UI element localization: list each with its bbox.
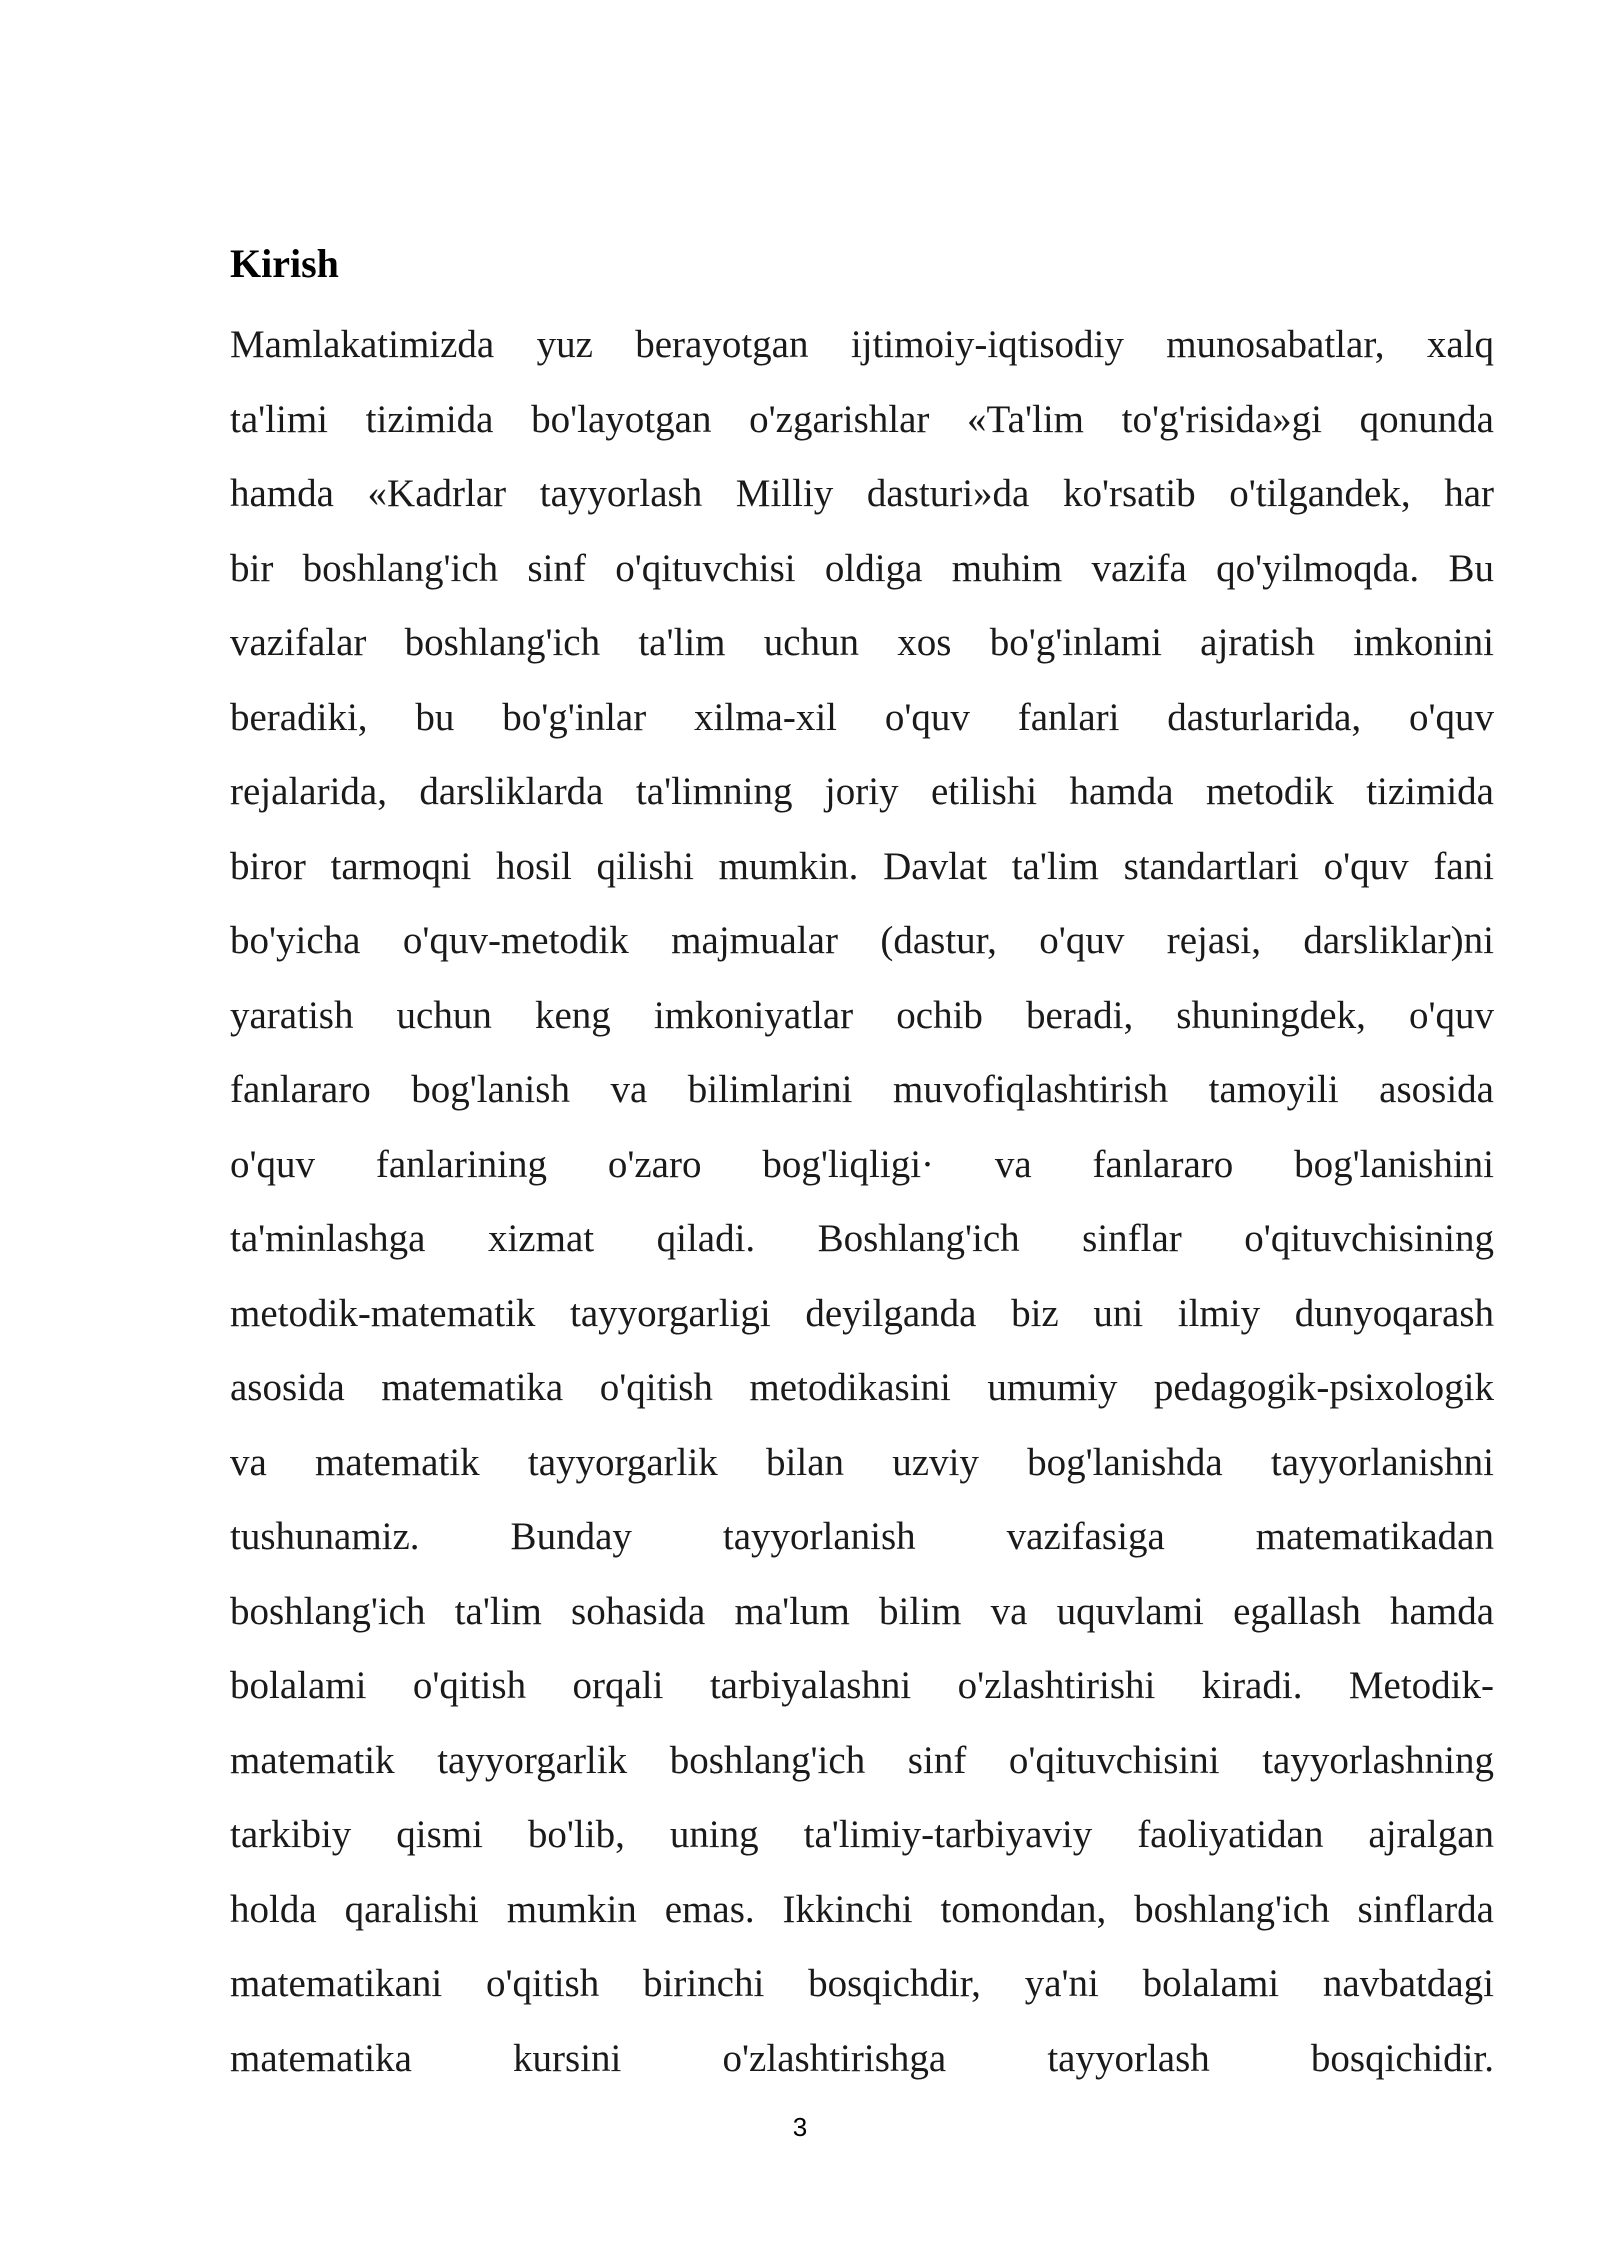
text-line: metodik-matematik tayyorgarligi deyilganda biz uni ilmiy dunyoqarash bbox=[230, 1291, 1494, 1335]
text-line: matematika kursini o'zlashtirishga tayyorlash bosqichidir. bbox=[230, 2036, 1494, 2080]
text-line: boshlang'ich ta'lim sohasida ma'lum bilim va uquvlami egallash hamda bbox=[230, 1589, 1494, 1633]
text-line: vazifalar boshlang'ich ta'lim uchun xos bo'g'inlami ajratish imkonini bbox=[230, 621, 1494, 664]
text-line: yaratish uchun keng imkoniyatlar ochib beradi, shuningdek, o'quv bbox=[230, 993, 1494, 1037]
text-line: biror tarmoqni hosil qilishi mumkin. Davlat ta'lim standartlari o'quv fani bbox=[230, 844, 1494, 888]
text-line: matematikani o'qitish birinchi bosqichdir, ya'ni bolalami navbatdagi bbox=[230, 1962, 1494, 2005]
body-paragraph bbox=[230, 308, 1494, 2096]
text-line: ta'minlashga xizmat qiladi. Boshlang'ich sinflar o'qituvchisining bbox=[230, 1217, 1494, 1260]
text-line: va matematik tayyorgarlik bilan uzviy bog'lanishda tayyorlanishni bbox=[230, 1440, 1494, 1484]
text-line: matematik tayyorgarlik boshlang'ich sinf o'qituvchisini tayyorlashning bbox=[230, 1738, 1494, 1782]
text-line: rejalarida, darsliklarda ta'limning joriy etilishi hamda metodik tizimida bbox=[230, 770, 1494, 813]
page-content bbox=[230, 232, 1494, 2096]
text-line: beradiki, bu bo'g'inlar xilma-xil o'quv fanlari dasturlarida, o'quv bbox=[230, 695, 1494, 739]
text-line: fanlararo bog'lanish va bilimlarini muvofiqlashtirish tamoyili asosida bbox=[230, 1068, 1494, 1111]
text-line: asosida matematika o'qitish metodikasini umumiy pedagogik-psixologik bbox=[230, 1366, 1494, 1409]
text-line: holda qaralishi mumkin emas. Ikkinchi tomondan, boshlang'ich sinflarda bbox=[230, 1887, 1494, 1931]
section-heading: Kirish bbox=[230, 241, 339, 286]
text-line: bir boshlang'ich sinf o'qituvchisi oldiga muhim vazifa qo'yilmoqda. Bu bbox=[230, 546, 1494, 590]
text-line: tarkibiy qismi bo'lib, uning ta'limiy-tarbiyaviy faoliyatidan ajralgan bbox=[230, 1813, 1494, 1856]
text-line: tushunamiz. Bunday tayyorlanish vazifasiga matematikadan bbox=[230, 1515, 1494, 1558]
text-line: hamda «Kadrlar tayyorlash Milliy dasturi»da ko'rsatib o'tilgandek, har bbox=[230, 472, 1494, 515]
text-line: o'quv fanlarining o'zaro bog'liqligi· va fanlararo bog'lanishini bbox=[230, 1142, 1494, 1186]
page-number: 3 bbox=[792, 2112, 808, 2142]
text-line: ta'limi tizimida bo'layotgan o'zgarishlar «Ta'lim to'g'risida»gi qonunda bbox=[230, 397, 1494, 441]
text-line: Mamlakatimizda yuz berayotgan ijtimoiy-iqtisodiy munosabatlar, xalq bbox=[230, 323, 1494, 366]
text-line: bo'yicha o'quv-metodik majmualar (dastur, o'quv rejasi, darsliklar)ni bbox=[230, 919, 1494, 962]
text-line: bolalami o'qitish orqali tarbiyalashni o'zlashtirishi kiradi. Metodik- bbox=[230, 1664, 1494, 1707]
